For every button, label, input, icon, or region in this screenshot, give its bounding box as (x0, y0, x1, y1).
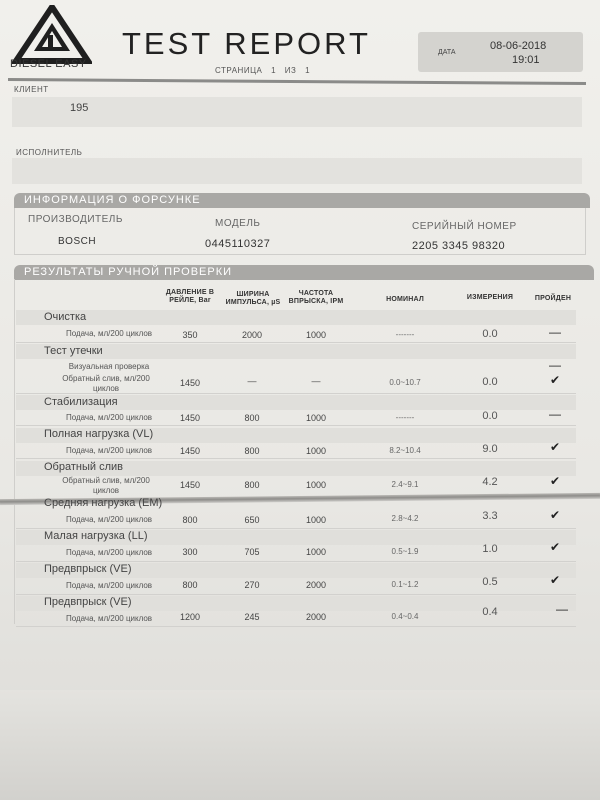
header-pulse-line2: ИМПУЛЬСА, µS (225, 299, 281, 306)
cell-pressure: 1450 (179, 378, 201, 388)
results-section-header: РЕЗУЛЬТАТЫ РУЧНОЙ ПРОВЕРКИ (14, 265, 594, 280)
cell-measured: 4.2 (482, 476, 498, 488)
cell-pressure: 1200 (179, 612, 201, 622)
executor-label: ИСПОЛНИТЕЛЬ (16, 148, 83, 157)
cell-pulse: 2000 (241, 330, 263, 340)
client-value: 195 (70, 102, 89, 114)
row-label: Подача, мл/200 циклов (65, 515, 153, 524)
row-divider (16, 594, 576, 595)
row-divider (16, 458, 576, 459)
cell-nominal: 0.1~1.2 (391, 580, 419, 589)
executor-field (12, 158, 582, 184)
cell-measured: 0.0 (482, 376, 498, 388)
header-pressure-line1: ДАВЛЕНИЕ В (165, 289, 215, 296)
group-title: Стабилизация (44, 396, 118, 408)
row-label: Подача, мл/200 циклов (65, 329, 153, 338)
row-label: Подача, мл/200 циклов (65, 446, 153, 455)
group-title: Малая нагрузка (LL) (44, 530, 148, 542)
cell-frequency: 1000 (305, 480, 327, 490)
cell-nominal: ----‑-- (395, 330, 415, 339)
group-title: Обратный слив (44, 461, 123, 473)
pass-mark: ✔ (549, 373, 561, 387)
row-label: Обратный слив, мл/200 циклов (62, 374, 150, 393)
cell-pulse: 800 (244, 413, 260, 423)
cell-measured: 9.0 (482, 443, 498, 455)
time-value: 19:01 (512, 54, 540, 66)
cell-pulse: — (247, 376, 257, 386)
row-divider (16, 342, 576, 343)
cell-nominal: 0.5~1.9 (391, 547, 419, 556)
cell-pressure: 1450 (179, 446, 201, 456)
cell-frequency: 1000 (305, 547, 327, 557)
cell-nominal: 2.8~4.2 (391, 514, 419, 523)
cell-pressure: 800 (182, 515, 198, 525)
cell-frequency: 1000 (305, 446, 327, 456)
cell-frequency: 2000 (305, 580, 327, 590)
cell-measured: 3.3 (482, 510, 498, 522)
cell-pressure: 300 (182, 547, 198, 557)
cell-pulse: 800 (244, 480, 260, 490)
cell-frequency: — (311, 376, 321, 386)
cell-pulse: 245 (244, 612, 260, 622)
cell-frequency: 1000 (305, 413, 327, 423)
cell-pulse: 705 (244, 547, 260, 557)
cell-measured: 1.0 (482, 543, 498, 555)
header-pulse-line1: ШИРИНА (236, 291, 270, 298)
group-title: Полная нагрузка (VL) (44, 428, 154, 440)
cell-pulse: 650 (244, 515, 260, 525)
cell-measured: 0.0 (482, 328, 498, 340)
pass-mark: ✔ (549, 573, 561, 587)
date-label: ДАТА (438, 49, 456, 56)
group-title: Предвпрыск (VE) (44, 563, 132, 575)
group-row (16, 310, 576, 325)
header-frequency-line1: ЧАСТОТА (298, 290, 334, 297)
row-label: Подача, мл/200 циклов (65, 614, 153, 623)
pass-mark: ✔ (549, 508, 561, 522)
cell-nominal: ----‑-- (395, 413, 415, 422)
manufacturer-value: BOSCH (58, 236, 97, 247)
cell-pressure: 800 (182, 580, 198, 590)
cell-nominal: 8.2~10.4 (389, 446, 421, 455)
row-divider (16, 528, 576, 529)
row-label: Подача, мл/200 циклов (65, 581, 153, 590)
model-label: МОДЕЛЬ (215, 218, 261, 229)
group-title: Очистка (44, 311, 87, 323)
row-divider (16, 561, 576, 562)
cell-nominal: 0.4~0.4 (391, 612, 419, 621)
cell-frequency: 1000 (305, 330, 327, 340)
model-value: 0445110327 (205, 238, 271, 250)
page-label: СТРАНИЦА (215, 66, 263, 75)
cell-pressure: 1450 (179, 480, 201, 490)
row-label: Обратный слив, мл/200 циклов (62, 476, 150, 495)
header-pressure-line2: РЕЙЛЕ, Bar (169, 297, 211, 304)
row-divider (16, 626, 576, 627)
row-label: Подача, мл/200 циклов (65, 413, 153, 422)
page-number: 1 (271, 66, 277, 75)
cell-pressure: 1450 (179, 413, 201, 423)
cell-measured: 0.4 (482, 606, 498, 618)
header-passed: ПРОЙДЕН (534, 295, 572, 302)
injector-section-header: ИНФОРМАЦИЯ О ФОРСУНКЕ (14, 193, 590, 208)
group-title: Средняя нагрузка (EM) (44, 497, 163, 509)
header-frequency (284, 290, 348, 306)
client-field (12, 97, 582, 127)
row-label: Визуальная проверка (68, 362, 150, 371)
cell-nominal: 0.0~10.7 (389, 378, 421, 387)
header-pulse (222, 291, 284, 307)
group-title: Предвпрыск (VE) (44, 596, 132, 608)
date-box (418, 32, 583, 72)
row-divider (16, 393, 576, 394)
client-label: КЛИЕНТ (14, 85, 49, 94)
header-frequency-line2: ВПРЫСКА, IPM (288, 298, 344, 305)
pass-mark: — (549, 325, 561, 339)
date-value: 08-06-2018 (490, 40, 547, 52)
brand-name: DIESEL EASY (10, 58, 87, 70)
pass-mark: — (549, 407, 561, 421)
manufacturer-label: ПРОИЗВОДИТЕЛЬ (28, 214, 123, 225)
cell-pulse: 800 (244, 446, 260, 456)
cell-measured: 0.0 (482, 410, 498, 422)
cell-nominal: 2.4~9.1 (391, 480, 419, 489)
page-of-label: ИЗ (284, 66, 297, 75)
pass-mark: — (549, 358, 561, 372)
cell-measured: 0.5 (482, 576, 498, 588)
pass-mark: — (556, 602, 568, 616)
cell-pressure: 350 (182, 330, 198, 340)
group-title: Тест утечки (44, 345, 103, 357)
row-label: Подача, мл/200 циклов (65, 548, 153, 557)
pass-mark: ✔ (549, 440, 561, 454)
page-total: 1 (305, 66, 311, 75)
pass-mark: ✔ (549, 540, 561, 554)
page-bottom-margin (0, 690, 600, 800)
serial-label: СЕРИЙНЫЙ НОМЕР (412, 221, 517, 232)
cell-pulse: 270 (244, 580, 260, 590)
pass-mark: ✔ (549, 474, 561, 488)
cell-frequency: 2000 (305, 612, 327, 622)
header-pressure (160, 289, 220, 305)
row-divider (16, 425, 576, 426)
header-measured: ИЗМЕРЕНИЯ (466, 294, 514, 301)
cell-frequency: 1000 (305, 515, 327, 525)
serial-value: 2205 3345 98320 (412, 240, 506, 252)
report-title: TEST REPORT (122, 26, 371, 61)
header-nominal: НОМИНАЛ (386, 296, 424, 303)
page-indicator (215, 66, 316, 75)
